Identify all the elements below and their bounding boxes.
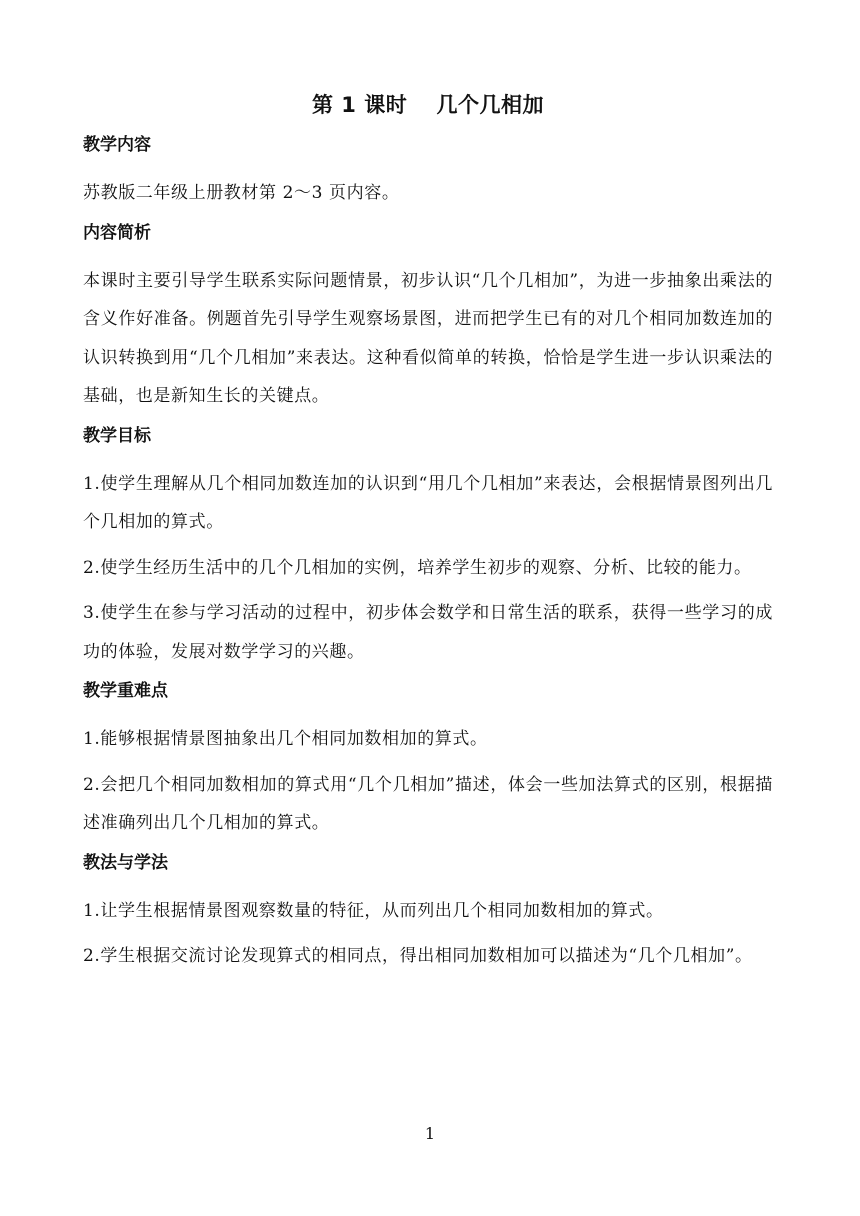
section-heading: 内容简析 xyxy=(83,222,151,243)
objective-item: 1.使学生理解从几个相同加数连加的认识到“用几个几相加”来表达，会根据情景图列出几个几相加的算式。 xyxy=(83,473,773,532)
section-heading: 教学重难点 xyxy=(83,681,168,701)
method-item: 1.让学生根据情景图观察数量的特征，从而列出几个相同加数相加的算式。 xyxy=(83,900,664,921)
difficulty-item: 2.会把几个相同加数相加的算式用“几个几相加”描述，体会一些加法算式的区别，根据描述准确列出几个几相加的算式。 xyxy=(83,774,773,833)
difficulty-item: 1.能够根据情景图抽象出几个相同加数相加的算式。 xyxy=(83,729,488,749)
document-body xyxy=(83,88,773,983)
section-paragraph: 本课时主要引导学生联系实际问题情景，初步认识“几个几相加”，为进一步抽象出乘法的含义作好准备。例题首先引导学生观察场景图，进而把学生已有的对几个相同加数连加的认识转换到用“几个几相加”来表达。这种看似简单的转换，恰恰是学生进一步认识乘法的基础，也是新知生长的关键点。 xyxy=(83,270,773,406)
section-heading: 教学内容 xyxy=(83,135,151,155)
lesson-title: 第 1 课时 几个几相加 xyxy=(311,93,545,117)
section-methods xyxy=(83,850,773,976)
section-heading: 教学目标 xyxy=(83,425,151,446)
objective-item: 3.使学生在参与学习活动的过程中，初步体会数学和日常生活的联系，获得一些学习的成功的体验，发展对数学学习的兴趣。 xyxy=(83,603,773,662)
method-item: 2.学生根据交流讨论发现算式的相同点，得出相同加数相加可以描述为“几个几相加”。 xyxy=(83,946,753,966)
section-heading: 教法与学法 xyxy=(83,852,168,873)
objective-item: 2.使学生经历生活中的几个几相加的实例，培养学生初步的观察、分析、比较的能力。 xyxy=(83,557,752,578)
section-paragraph: 苏教版二年级上册教材第 2～3 页内容。 xyxy=(83,183,400,203)
section-teaching-objectives xyxy=(83,423,773,672)
section-content-analysis xyxy=(83,220,773,416)
section-teaching-content xyxy=(83,132,773,213)
page-number: 1 xyxy=(424,1124,436,1143)
section-key-difficulties xyxy=(83,678,773,843)
